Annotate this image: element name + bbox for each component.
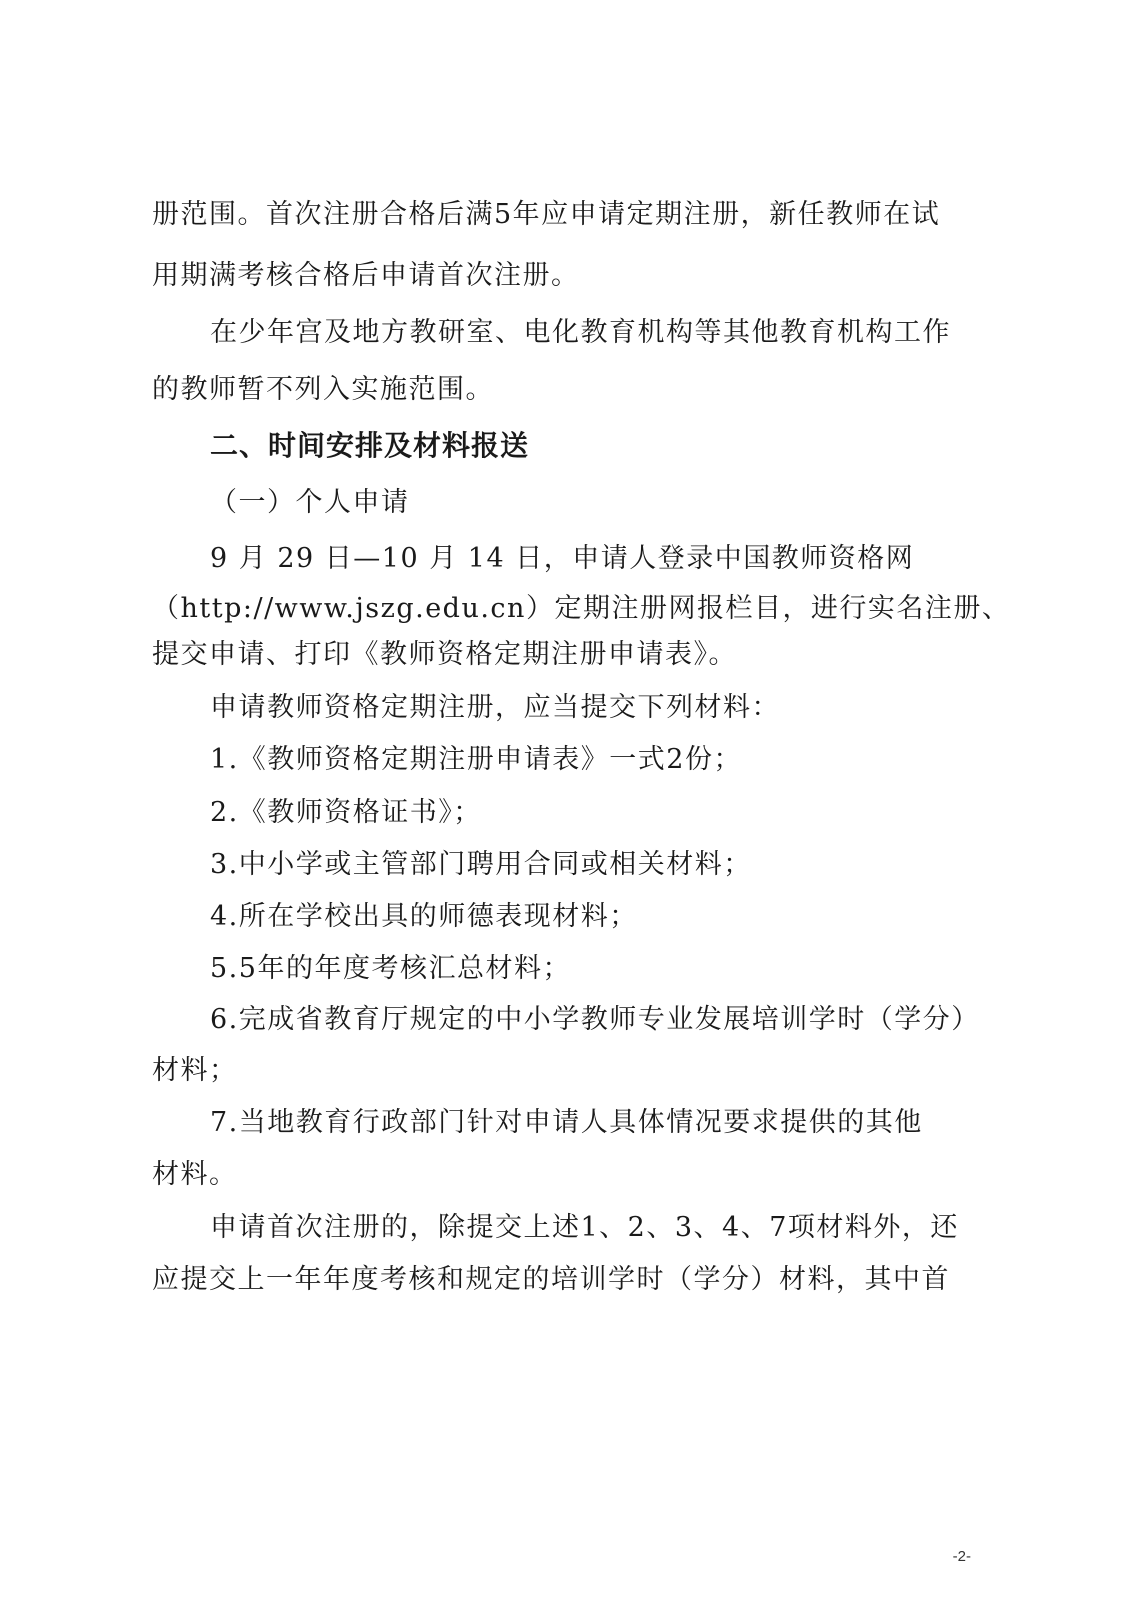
text-line: 册范围。首次注册合格后满5年应申请定期注册，新任教师在试 bbox=[152, 199, 941, 230]
text-line: 提交申请、打印《教师资格定期注册申请表》。 bbox=[152, 639, 737, 670]
text-line: 材料。 bbox=[152, 1159, 238, 1190]
list-item: 4.所在学校出具的师德表现材料； bbox=[210, 901, 638, 932]
text-line: 申请教师资格定期注册，应当提交下列材料： bbox=[210, 692, 780, 723]
text-line: 材料； bbox=[152, 1055, 238, 1086]
list-item: 1.《教师资格定期注册申请表》一式2份； bbox=[210, 744, 742, 775]
page-number: -2- bbox=[952, 1548, 971, 1565]
list-item: 7.当地教育行政部门针对申请人具体情况要求提供的其他 bbox=[210, 1107, 923, 1138]
text-line: 在少年宫及地方教研室、电化教育机构等其他教育机构工作 bbox=[210, 317, 951, 348]
list-item: 3.中小学或主管部门聘用合同或相关材料； bbox=[210, 849, 752, 880]
section-heading: 二、时间安排及材料报送 bbox=[210, 429, 530, 462]
subsection-heading: （一）个人申请 bbox=[210, 487, 410, 518]
text-line: 的教师暂不列入实施范围。 bbox=[152, 374, 494, 405]
text-line: 应提交上一年年度考核和规定的培训学时（学分）材料，其中首 bbox=[152, 1264, 950, 1295]
text-line: 申请首次注册的，除提交上述1、2、3、4、7项材料外，还 bbox=[210, 1212, 959, 1243]
text-line: 用期满考核合格后申请首次注册。 bbox=[152, 260, 580, 291]
list-item: 6.完成省教育厅规定的中小学教师专业发展培训学时（学分） bbox=[210, 1004, 980, 1035]
text-line: 9 月 29 日—10 月 14 日，申请人登录中国教师资格网 bbox=[210, 543, 915, 574]
list-item: 2.《教师资格证书》； bbox=[210, 797, 482, 828]
text-line: （http://www.jszg.edu.cn）定期注册网报栏目，进行实名注册、 bbox=[152, 593, 1011, 624]
list-item: 5.5年的年度考核汇总材料； bbox=[210, 953, 571, 984]
